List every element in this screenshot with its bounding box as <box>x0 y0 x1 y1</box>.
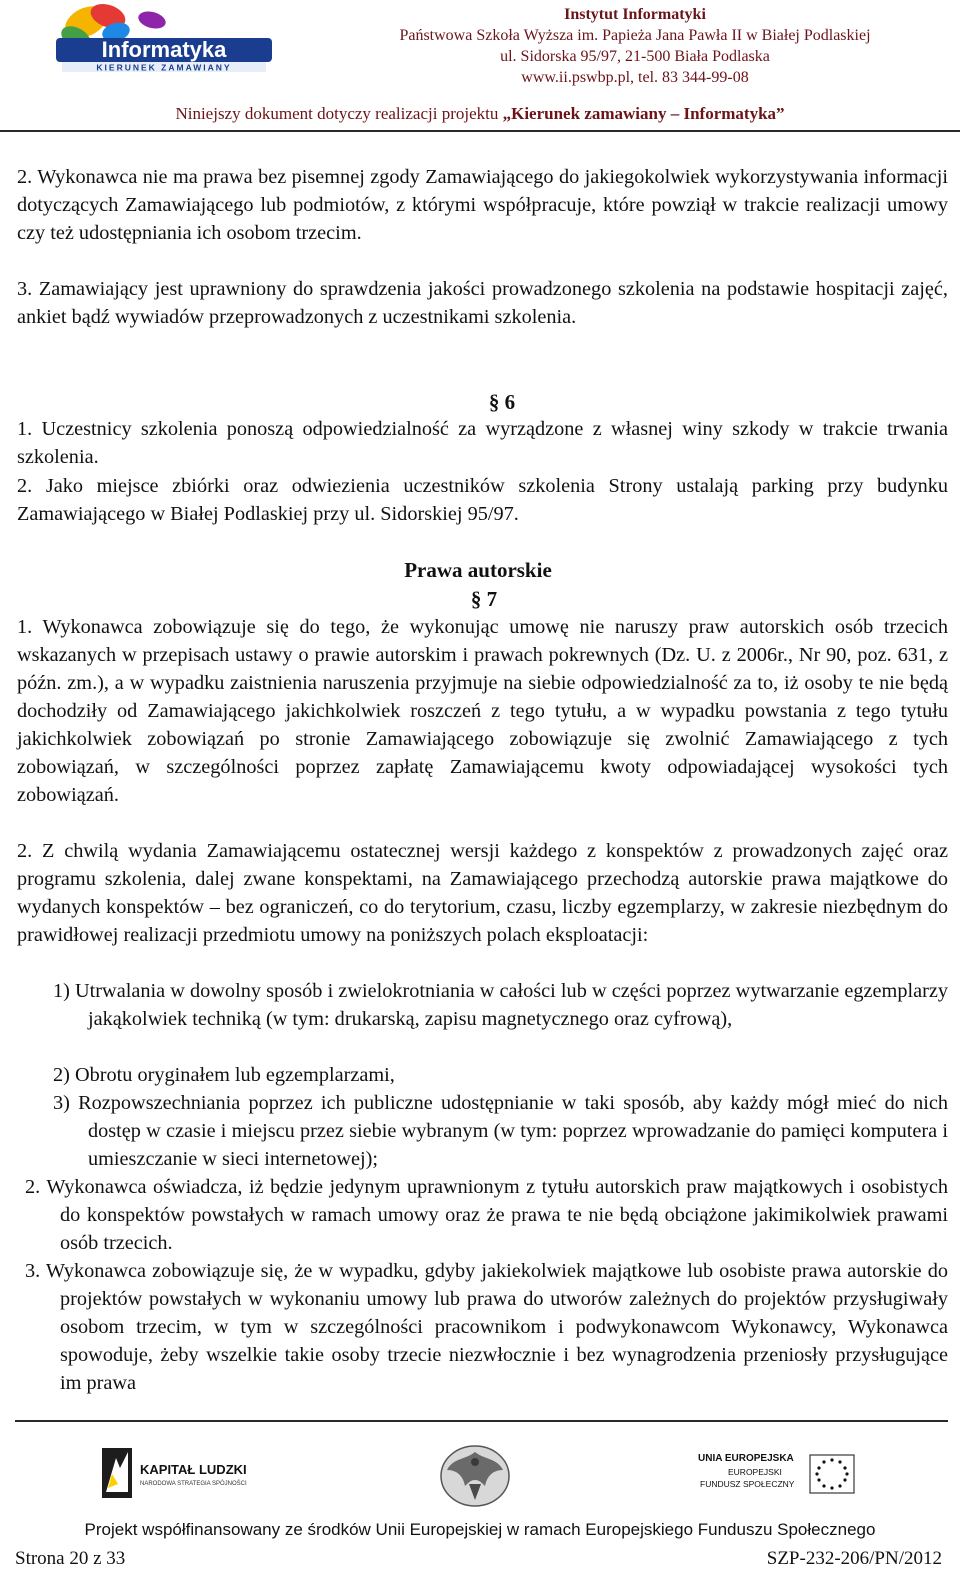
section-6-paragraph-1: 1. Uczestnicy szkolenia ponoszą odpowiedzialność za wyrządzone z własnej winy szkody w trakcie trwania szkolenia. <box>17 418 948 468</box>
document-reference: SZP-232-206/PN/2012 <box>766 1548 942 1569</box>
project-name: „Kierunek zamawiany – Informatyka” <box>502 104 785 123</box>
eu-social-fund-logo <box>690 1447 860 1507</box>
eu-title: UNIA EUROPEJSKA <box>698 1453 794 1464</box>
school-address: ul. Sidorska 95/97, 21-500 Biała Podlaska <box>500 48 770 65</box>
list-item-1: 1) Utrwalania w dowolny sposób i zwielokrotniania w całości lub w części poprzez wytwarzanie egzemplarzy jakąkolwiek techniką (w tym: drukarską, zapisu magnetycznego oraz cyfrową), <box>53 980 948 1030</box>
kl-subtitle: NARODOWA STRATEGIA SPÓJNOŚCI <box>140 1481 247 1487</box>
section-7-paragraph-2: 2. Z chwilą wydania Zamawiającemu ostatecznej wersji każdego z konspektów z prowadzonych zajęć oraz programu szkolenia, dalej zwane konspektami, na Zamawiającego przechodzą autorskie prawa majątkowe do wydanych konspektów – bez ograniczeń, co do terytorium, czasu, liczby egzemplarzy, w zakresie niezbędnym do prawidłowej realizacji przedmiotu umowy na poniższych polach eksploatacji: <box>17 840 948 946</box>
page-number: Strona 20 z 33 <box>15 1548 126 1569</box>
school-contact: www.ii.pswbp.pl, tel. 83 344-99-08 <box>521 69 749 86</box>
section-6-heading: § 6 <box>488 390 516 414</box>
footer-divider <box>15 1420 948 1422</box>
list-item-3: 3) Rozpowszechniania poprzez ich publiczne udostępnianie w taki sposób, aby każdy mógł mieć do nich dostęp w czasie i miejscu przez siebie wybranym (w tym: poprzez wprowadzanie do pamięci komputera i umieszczanie w sieci internetowej); <box>53 1092 948 1170</box>
project-note <box>0 104 960 124</box>
section-7-paragraph-3: 3. Wykonawca zobowiązuje się, że w wypadku, gdyby jakiekolwiek majątkowe lub osobiste prawa autorskie do projektów powstałych w wykonaniu umowy lub prawa do utworów zależnych do projektów przysługiwały osobom trzecim, w tym w szczególności pracownikom i podwykonawcom Wykonawcy, Wykonawca spowoduje, żeby wszelkie takie osoby trzecie niezwłocznie i bez wynagrodzenia przeniosły przysługujące im prawa <box>25 1260 948 1394</box>
header-divider <box>0 130 960 132</box>
informatyka-logo <box>56 2 272 74</box>
cofunding-note: Projekt współfinansowany ze środków Unii Europejskiej w ramach Europejskiego Funduszu Społecznego <box>84 1520 876 1539</box>
kapital-ludzki-logo <box>98 1444 268 1504</box>
paragraph-3: 3. Zamawiający jest uprawniony do sprawdzenia jakości prowadzonego szkolenia na podstawie hospitacji zajęć, ankiet bądź wywiadów przeprowadzonych z uczestnikami szkolenia. <box>17 278 948 328</box>
section-7-paragraph-2b: 2. Wykonawca oświadcza, iż będzie jedynym uprawnionym z tytułu autorskich praw majątkowych i osobistych do konspektów powstałych w ramach umowy oraz że prawa te nie będą obciążone jakimikolwiek prawami osób trzecich. <box>25 1176 948 1254</box>
project-prefix: Niniejszy dokument dotyczy realizacji projektu <box>175 104 503 123</box>
section-6-paragraph-2: 2. Jako miejsce zbiórki oraz odwiezienia uczestników szkolenia Strony ustalają parking przy budynku Zamawiającego w Białej Podlaskiej przy ul. Sidorskiej 95/97. <box>17 475 948 525</box>
paragraph-2: 2. Wykonawca nie ma prawa bez pisemnej zgody Zamawiającego do jakiegokolwiek wykorzystywania informacji dotyczących Zamawiającego lub podmiotów, z którymi współpracuje, które powziął w trakcie realizacji umowy czy też udostępniania ich osobom trzecim. <box>17 166 948 244</box>
eu-subtitle-1: EUROPEJSKI <box>728 1467 782 1477</box>
eu-subtitle-2: FUNDUSZ SPOŁECZNY <box>700 1479 795 1489</box>
institute-block <box>345 4 925 88</box>
section-7-paragraph-1: 1. Wykonawca zobowiązuje się do tego, że wykonując umowę nie naruszy praw autorskich osób trzecich wskazanych w przepisach ustawy o prawie autorskim i prawach pokrewnych (Dz. U. z 2006r., Nr 90, poz. 631, z późn. zm.), a w wypadku zaistnienia naruszenia przyjmuje na siebie odpowiedzialność za to, iż osoby te nie będą dochodziły od Zamawiającego jakichkolwiek roszczeń z tego tytułu, a w wypadku powstania z tego tytułu jakichkolwiek zobowiązań po stronie Zamawiającego zobowiązuje się zwolnić Zamawiającego z tych zobowiązań, w szczególności poprzez zapłatę Zamawiającemu kwoty odpowiadającej wysokości tych zobowiązań. <box>17 616 948 806</box>
list-item-2: 2) Obrotu oryginałem lub egzemplarzami, <box>53 1064 395 1086</box>
kl-title: KAPITAŁ LUDZKI <box>140 1462 247 1477</box>
logo-subtext: KIERUNEK ZAMAWIANY <box>96 62 232 73</box>
page-header <box>0 0 960 134</box>
school-name: Państwowa Szkoła Wyższa im. Papieża Jana Pawła II w Białej Podlaskiej <box>399 27 871 44</box>
copyright-heading: Prawa autorskie <box>404 558 552 582</box>
poland-eagle-emblem <box>435 1440 515 1512</box>
institute-name: Instytut Informatyki <box>564 6 706 23</box>
section-7-heading: § 7 <box>470 587 498 611</box>
logo-text: Informatyka <box>101 37 227 62</box>
